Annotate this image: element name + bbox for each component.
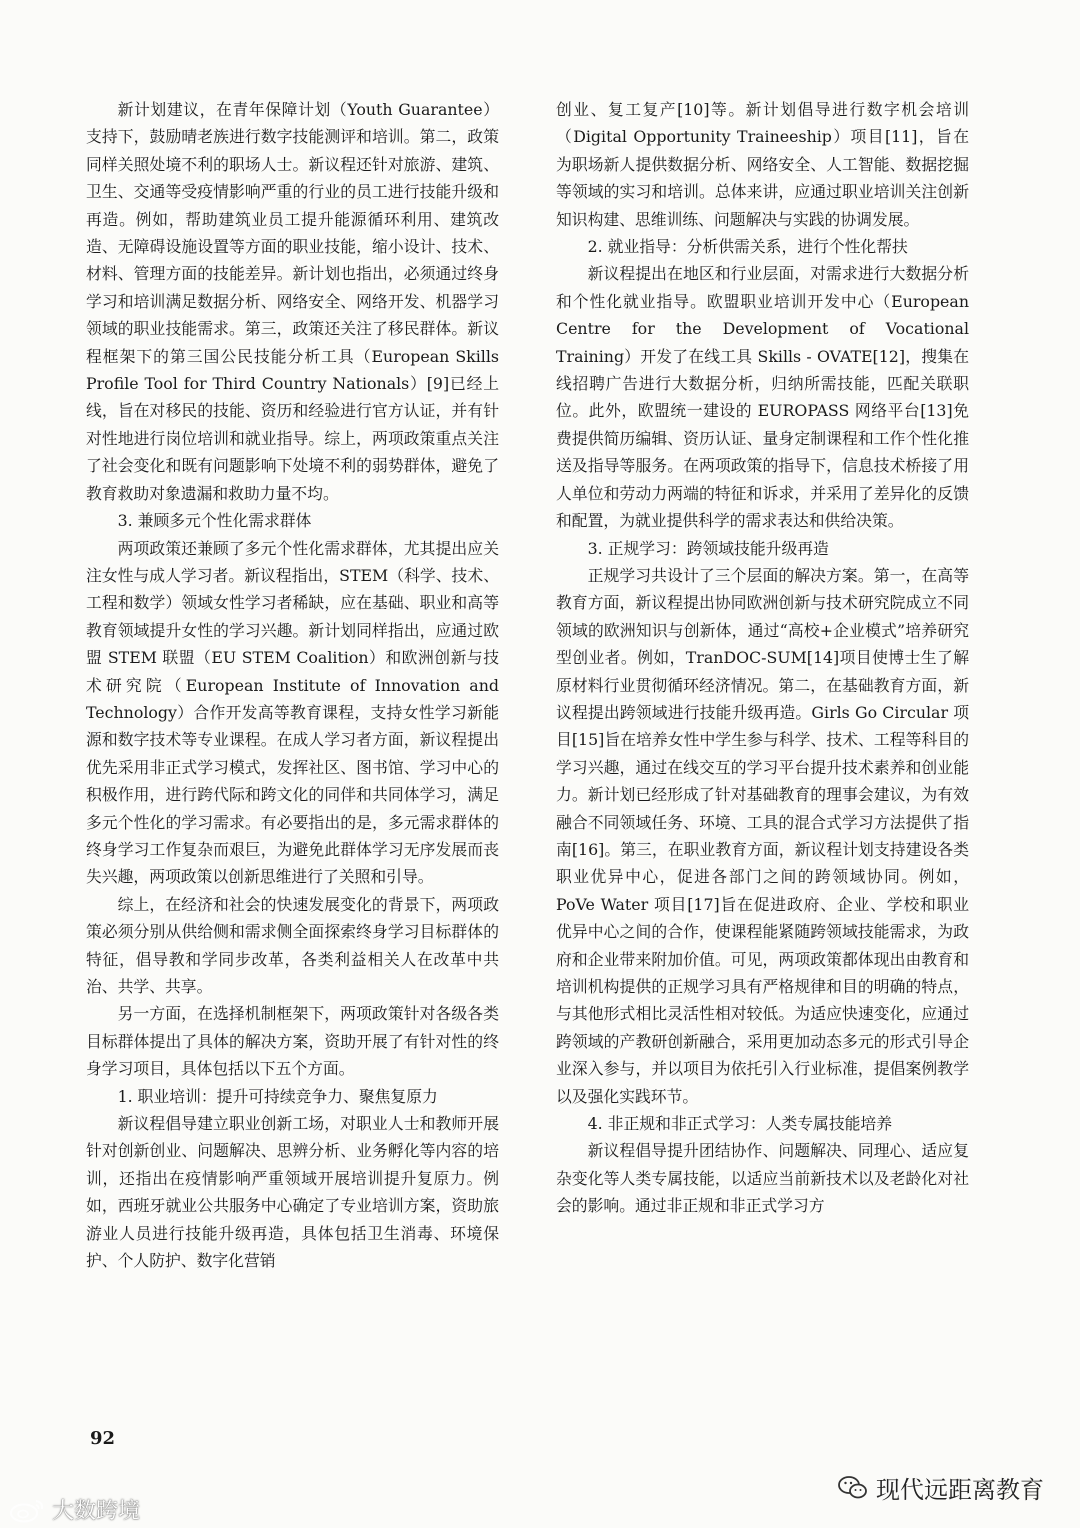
body-paragraph: 新议程提出在地区和行业层面，对需求进行大数据分析和个性化就业指导。欧盟职业培训开发中心（European Centre for the Development of Vocational Training）开发了在线工具 Skills - OVATE[12]，搜集在线招聘广告进行大数据分析，归纳所需技能，匹配关联职位。此外，欧盟统一建设的 EUROPASS 网络平台[13]免费提供简历编辑、资历认证、量身定制课程和工作个性化推送及指导等服务。在两项政策的指导下，信息技术桥接了用人单位和劳动力两端的特征和诉求，并采用了差异化的反馈和配置，为就业提供科学的需求表达和供给决策。 bbox=[556, 264, 969, 531]
watermark-right-text: 现代远距离教育 bbox=[876, 1476, 1044, 1504]
right-column bbox=[556, 96, 969, 1220]
body-paragraph: 正规学习共设计了三个层面的解决方案。第一，在高等教育方面，新议程提出协同欧洲创新与技术研究院成立不同领域的欧洲知识与创新体，通过“高校+企业模式”培养研究型创业者。例如，TranDOC-SUM[14]项目使博士生了解原材料行业贯彻循环经济情况。第二，在基础教育方面，新议程提出跨领域进行技能升级再造。Girls Go Circular 项目[15]旨在培养女性中学生参与科学、技术、工程等科目的学习兴趣，通过在线交互的学习平台提升技术素养和创业能力。新计划已经形成了针对基础教育的理事会建议，为有效融合不同领域任务、环境、工具的混合式学习方法提供了指南[16]。第三，在职业教育方面，新议程计划支持建设各类职业优异中心，促进各部门之间的跨领域协同。例如，PoVe Water 项目[17]旨在促进政府、企业、学校和职业优异中心之间的合作，使课程能紧随跨领域技能需求，为政府和企业带来附加价值。可见，两项政策都体现出由教育和培训机构提供的正规学习具有严格规律和目的明确的特点，与其他形式相比灵活性相对较低。为适应快速变化，应通过跨领域的产教研创新融合，采用更加动态多元的形式引导企业深入参与，并以项目为依托引入行业标准，提倡案例教学以及强化实践环节。 bbox=[556, 565, 969, 1106]
body-paragraph: 创业、复工复产[10]等。新计划倡导进行数字机会培训（Digital Opportunity Traineeship）项目[11]，旨在为职场新人提供数据分析、网络安全、人工智能、数据挖掘等领域的实习和培训。总体来讲，应通过职业培训关注创新知识构建、思维训练、问题解决与实践的协调发展。 bbox=[556, 100, 969, 229]
body-paragraph: 新议程倡导提升团结协作、问题解决、同理心、适应复杂变化等人类专属技能，以适应当前新技术以及老龄化对社会的影响。通过非正规和非正式学习方 bbox=[556, 1141, 969, 1216]
body-paragraph: 综上，在经济和社会的快速发展变化的背景下，两项政策必须分别从供给侧和需求侧全面探索终身学习目标群体的特征，倡导教和学同步改革，各类利益相关人在改革中共治、共学、共享。 bbox=[86, 894, 499, 996]
wechat-icon bbox=[838, 1475, 868, 1501]
section-heading: 3. 正规学习：跨领域技能升级再造 bbox=[587, 538, 829, 558]
section-heading: 4. 非正规和非正式学习：人类专属技能培养 bbox=[587, 1114, 893, 1134]
body-paragraph: 另一方面，在选择机制框架下，两项政策针对各级各类目标群体提出了具体的解决方案，资助开展了有针对性的终身学习项目，具体包括以下五个方面。 bbox=[86, 1004, 499, 1079]
section-heading: 3. 兼顾多元个性化需求群体 bbox=[117, 511, 312, 531]
watermark-left-text: 大数跨境 bbox=[52, 1499, 141, 1524]
weibo-icon bbox=[8, 1496, 48, 1524]
body-paragraph: 新议程倡导建立职业创新工场，对职业人士和教师开展针对创新创业、问题解决、思辨分析、业务孵化等内容的培训，还指出在疫情影响严重领域开展培训提升复原力。例如，西班牙就业公共服务中心确定了专业培训方案，资助旅游业人员进行技能升级再造，具体包括卫生消毒、环境保护、个人防护、数字化营销 bbox=[86, 1114, 499, 1271]
watermark-weibo bbox=[8, 1494, 140, 1525]
section-heading: 2. 就业指导：分析供需关系，进行个性化帮扶 bbox=[587, 237, 908, 257]
body-paragraph: 新计划建议，在青年保障计划（Youth Guarantee）支持下，鼓励晴老族进行数字技能测评和培训。第二，政策同样关照处境不利的职场人士。新议程还针对旅游、建筑、卫生、交通等受疫情影响严重的行业的员工进行技能升级和再造。例如，帮助建筑业员工提升能源循环利用、建筑改造、无障碍设施设置等方面的职业技能，缩小设计、技术、材料、管理方面的技能差异。新计划也指出，必须通过终身学习和培训满足数据分析、网络安全、网络开发、机器学习领域的职业技能需求。第三，政策还关注了移民群体。新议程框架下的第三国公民技能分析工具（European Skills Profile Tool for Third Country Nationals）[9]已经上线，旨在对移民的技能、资历和经验进行官方认证，并有针对性地进行岗位培训和就业指导。综上，两项政策重点关注了社会变化和既有问题影响下处境不利的弱势群体，避免了教育救助对象遗漏和救助力量不均。 bbox=[86, 100, 499, 503]
section-heading: 1. 职业培训：提升可持续竞争力、聚焦复原力 bbox=[117, 1086, 438, 1106]
page-number: 92 bbox=[90, 1428, 116, 1449]
left-column bbox=[86, 96, 499, 1274]
body-paragraph: 两项政策还兼顾了多元个性化需求群体，尤其提出应关注女性与成人学习者。新议程指出，STEM（科学、技术、工程和数学）领域女性学习者稀缺，应在基础、职业和高等教育领域提升女性的学习兴趣。新计划同样指出，应通过欧盟 STEM 联盟（EU STEM Coalition）和欧洲创新与技术研究院（European Institute of Innovation and Technology）合作开发高等教育课程，支持女性学习新能源和数字技术等专业课程。在成人学习者方面，新议程提出优先采用非正式学习模式，发挥社区、图书馆、学习中心的积极作用，进行跨代际和跨文化的同伴和共同体学习，满足多元个性化的学习需求。有必要指出的是，多元需求群体的终身学习工作复杂而艰巨，为避免此群体学习无序发展而丧失兴趣，两项政策以创新思维进行了关照和引导。 bbox=[86, 538, 499, 887]
watermark-wechat bbox=[838, 1470, 1044, 1505]
